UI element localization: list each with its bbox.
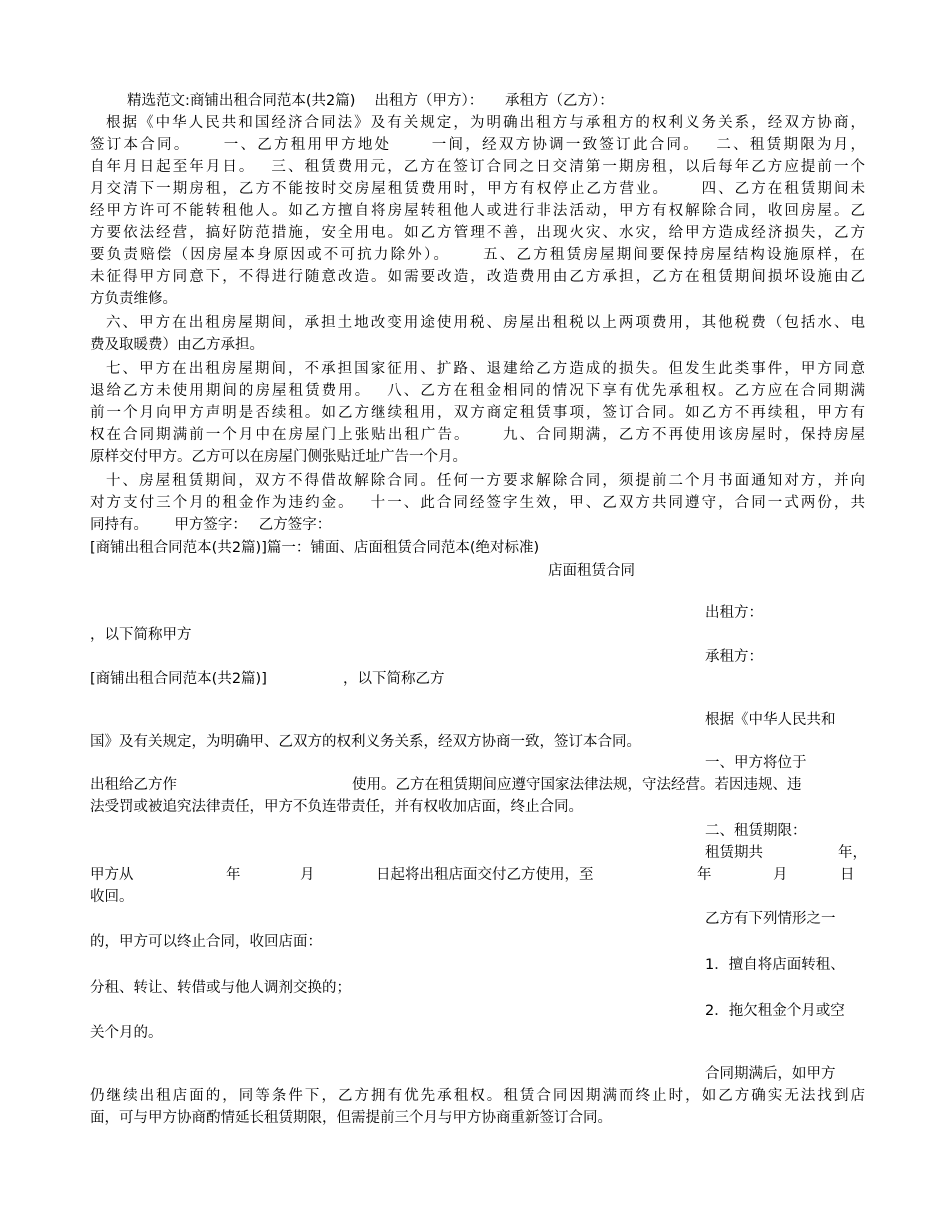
clause2-title: 二、租赁期限：: [705, 823, 807, 839]
clause2-year2: 年: [697, 867, 712, 883]
clause2-day-text: 日起将出租店面交付乙方使用，至: [376, 867, 594, 883]
lessor-label: 出租方：: [705, 605, 763, 621]
intro-line: 方要依法经营，搞好防范措施，安全用电。如乙方管理不善，出现火灾、水灾，给甲方造成经济损失，乙方: [90, 225, 865, 241]
intro-line: 签订本合同。 一、乙方租用甲方地处 一间，经双方协调一致签订此合同。 二、租赁期限为月，: [90, 137, 865, 153]
clause2-a: 租赁期共: [705, 845, 763, 861]
lessor-suffix: ，以下简称甲方: [90, 627, 192, 643]
lessee-label: 承租方：: [705, 649, 763, 665]
article-header: [商铺出租合同范本(共2篇)]篇一：铺面、店面租赁合同范本(绝对标准): [90, 540, 540, 556]
intro-line: 月交清下一期房租，乙方不能按时交房屋租赁费用时，甲方有权停止乙方营业。 四、乙方在租赁期间未: [90, 181, 865, 197]
item2-start: 2．拖欠租金个月或空: [705, 1003, 845, 1019]
intro-line: 同持有。 甲方签字： 乙方签字：: [90, 517, 332, 533]
clause2-from: 甲方从: [90, 867, 134, 883]
intro-line: 六、甲方在出租房屋期间，承担土地改变用途使用税、房屋出租税以上两项费用，其他税费（包括水、电: [106, 315, 865, 331]
clause2-year: 年: [226, 867, 241, 883]
intro-line: 退给乙方未使用期间的房屋租赁费用。 八、乙方在租金相同的情况下享有优先承租权。乙方应在合同期满: [90, 383, 865, 399]
renew-line: 仍继续出租店面的，同等条件下，乙方拥有优先承租权。租赁合同因期满而终止时，如乙方确实无法找到店: [90, 1088, 865, 1104]
intro-line: 未征得甲方同意下，不得进行随意改造。如需要改造，改造费用由乙方承担，乙方在租赁期间损坏设施由乙: [90, 269, 865, 285]
basis-rest: 国》及有关规定，为明确甲、乙双方的权利义务关系，经双方协商一致，签订本合同。: [90, 734, 641, 750]
clause2-month: 月: [300, 867, 315, 883]
intro-line: 十、房屋租赁期间，双方不得借故解除合同。任何一方要求解除合同，须提前二个月书面通知对方，并向: [106, 473, 865, 489]
clause2-day2: 日: [840, 867, 855, 883]
intro-line: 七、甲方在出租房屋期间，不承担国家征用、扩路、退建给乙方造成的损失。但发生此类事件，甲方同意: [106, 361, 865, 377]
lessee-name: [商铺出租合同范本(共2篇)]: [90, 671, 267, 687]
renew-line: 面，可与甲方协商酌情延长租赁期限，但需提前三个月与甲方协商重新签订合同。: [90, 1110, 612, 1126]
intro-line: 自年月日起至年月日。 三、租赁费用元，乙方在签订合同之日交清第一期房租，以后每年乙方应提前一个: [90, 159, 865, 175]
clause1-start: 一、甲方将位于: [705, 755, 807, 771]
item2-rest: 关个月的。: [90, 1025, 163, 1041]
intro-line: 方负责维修。: [90, 291, 177, 307]
intro-line: 经甲方许可不能转租他人。如乙方擅自将房屋转租他人或进行非法活动，甲方有权解除合同，收回房屋。乙: [90, 203, 865, 219]
item1-rest: 分租、转让、转借或与他人调剂交换的；: [90, 980, 351, 996]
item1-start: 1．擅自将店面转租、: [705, 957, 845, 973]
intro-line: 原样交付甲方。乙方可以在房屋门侧张贴迁址广告一个月。: [90, 449, 467, 465]
intro-line: 前一个月向甲方声明是否续租。如乙方继续租用，双方商定租赁事项，签订合同。如乙方不再续租，甲方有: [90, 405, 865, 421]
clause1-a: 出租给乙方作: [90, 777, 177, 793]
lessee-suffix: ，以下简称乙方: [343, 671, 445, 687]
clause2-return: 收回。: [90, 889, 134, 905]
clause1-b: 使用。乙方在租赁期间应遵守国家法律法规，守法经营。若因违规、违: [352, 777, 802, 793]
intro-line: 要负责赔偿（因房屋本身原因或不可抗力除外）。 五、乙方租赁房屋期间要保持房屋结构设施原样，在: [90, 247, 865, 263]
clause1-c: 法受罚或被追究法律责任，甲方不负连带责任，并有权收加店面，终止合同。: [90, 799, 583, 815]
contract-title: 店面租赁合同: [548, 563, 635, 579]
clause2-month2: 月: [773, 867, 788, 883]
renew-start: 合同期满后，如甲方: [705, 1066, 836, 1082]
intro-line: 费及取暖费）由乙方承担。: [90, 337, 264, 353]
basis-start: 根据《中华人民共和: [705, 712, 836, 728]
termination-start: 乙方有下列情形之一: [705, 911, 836, 927]
intro-title-line: 精选范文:商铺出租合同范本(共2篇) 出租方（甲方）： 承租方（乙方）：: [127, 93, 614, 109]
clause2-year-end: 年，: [838, 845, 867, 861]
intro-line: 权在合同期满前一个月中在房屋门上张贴出租广告。 九、合同期满，乙方不再使用该房屋时，保持房屋: [90, 427, 865, 443]
termination-rest: 的，甲方可以终止合同，收回店面：: [90, 934, 322, 950]
intro-line: 对方支付三个月的租金作为违约金。 十一、此合同经签字生效，甲、乙双方共同遵守，合同一式两份，共: [90, 495, 865, 511]
intro-line: 根据《中华人民共和国经济合同法》及有关规定，为明确出租方与承租方的权利义务关系，经双方协商，: [106, 115, 865, 131]
